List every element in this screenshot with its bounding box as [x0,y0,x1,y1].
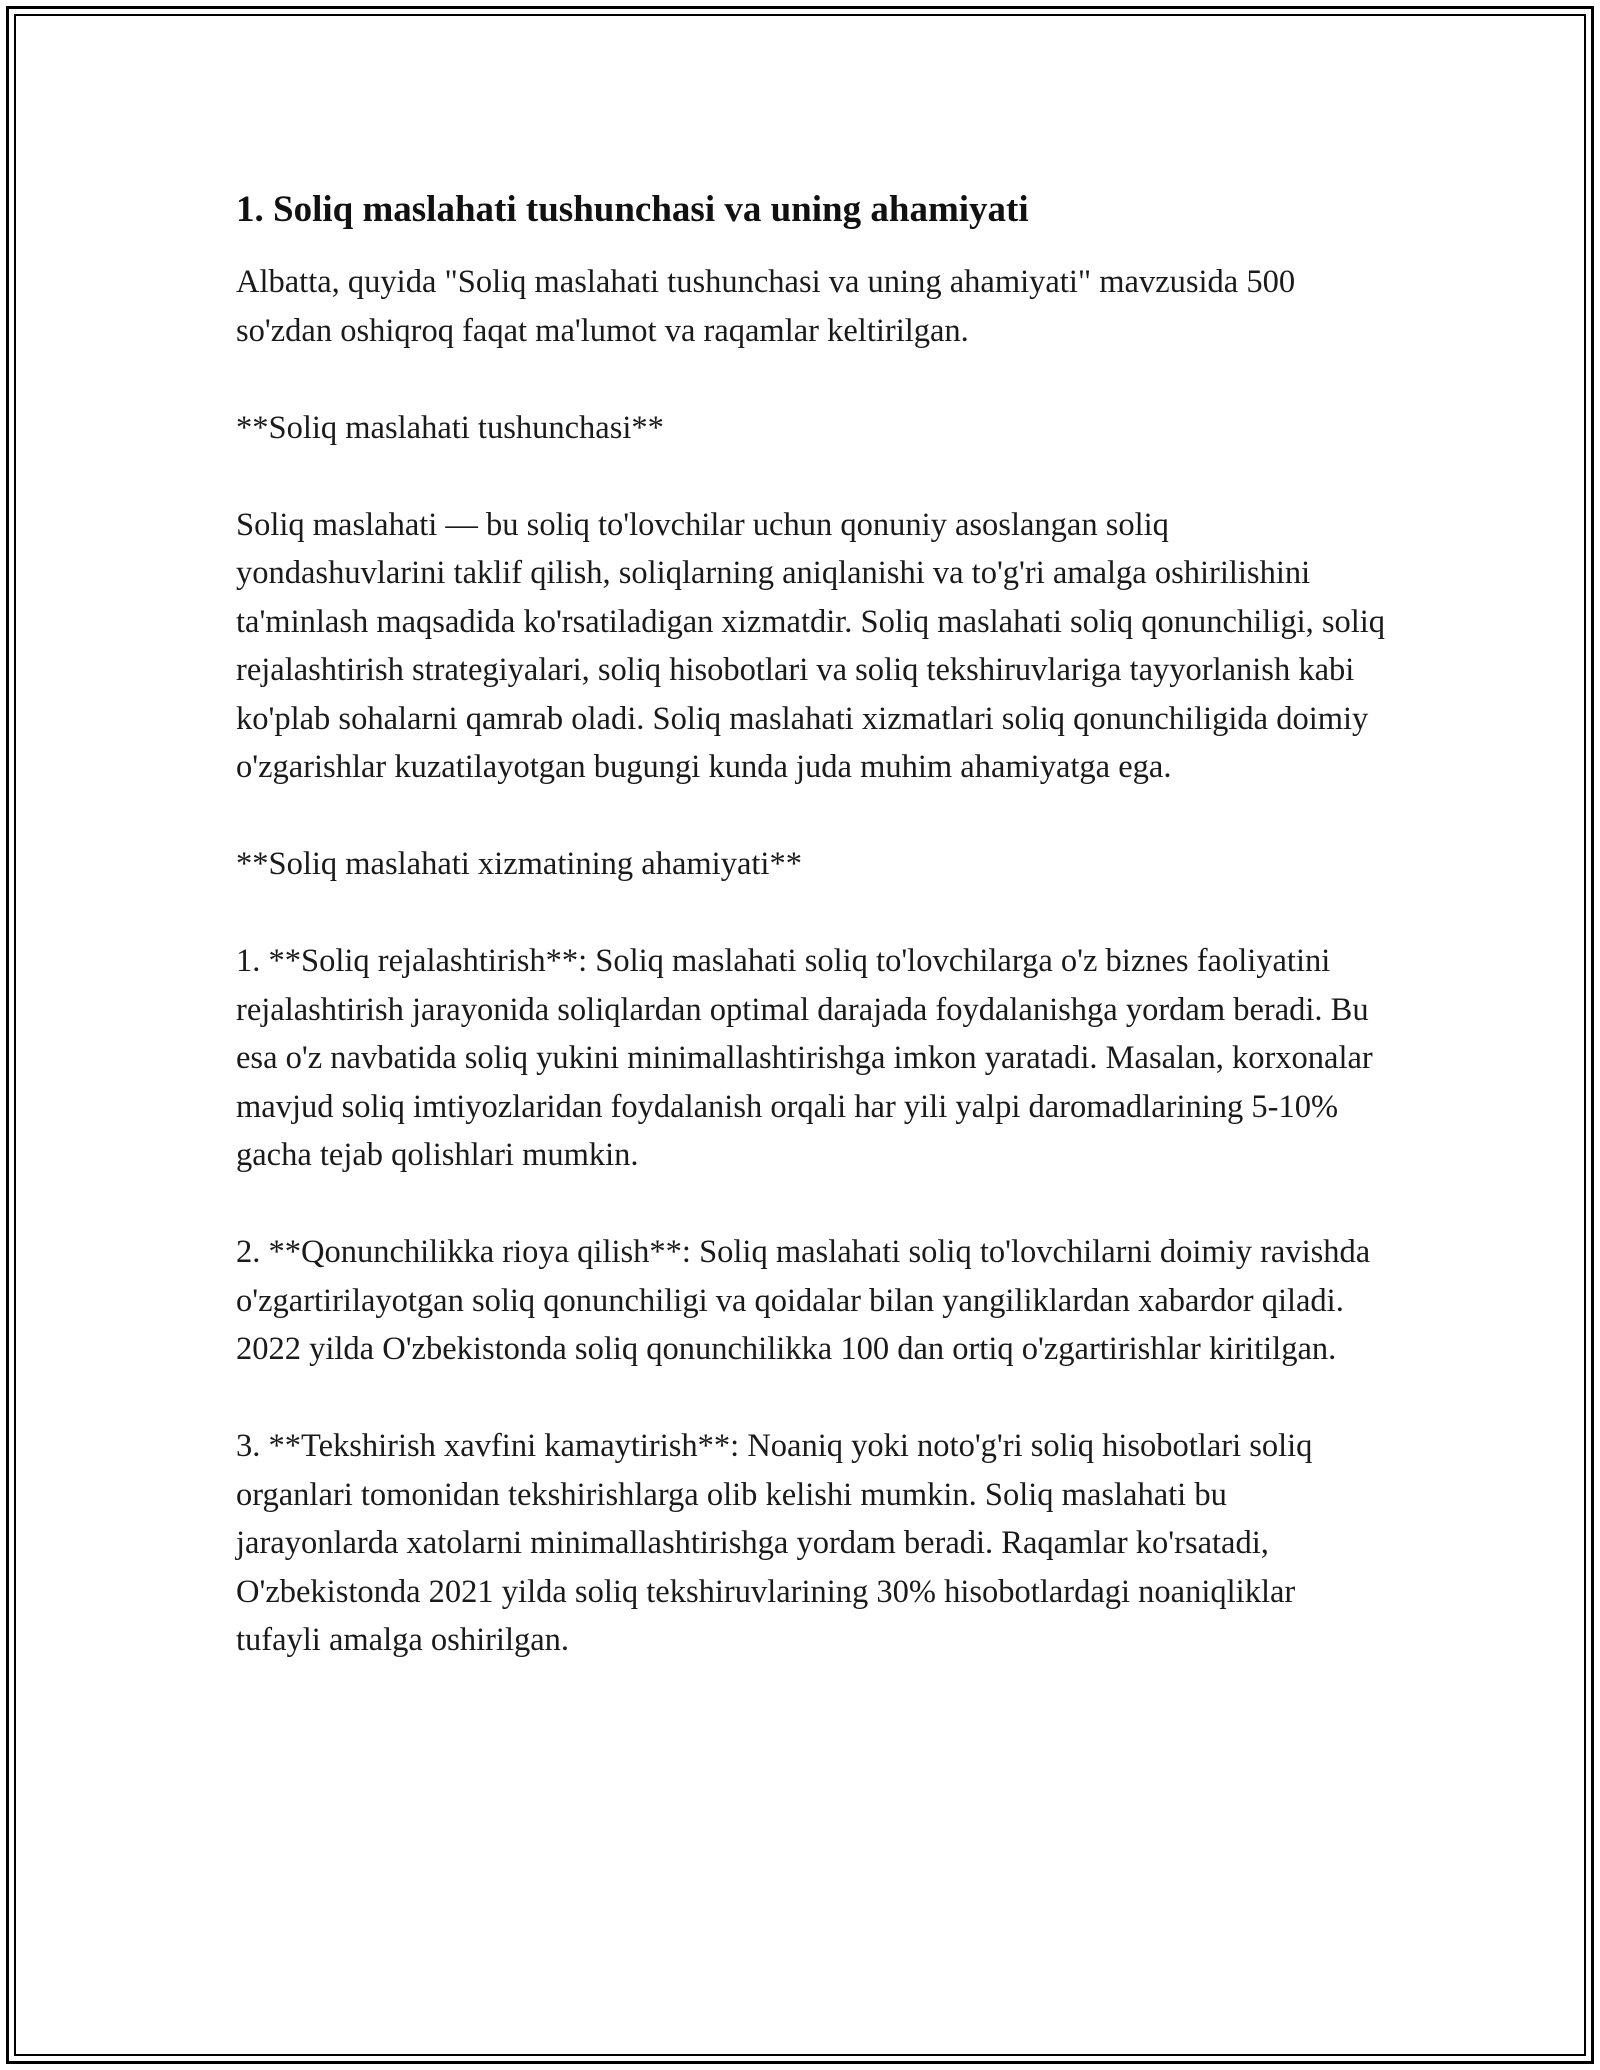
list-item-compliance: 2. **Qonunchilikka rioya qilish**: Soliq maslahati soliq to'lovchilarni doimiy ravishda o'zgartirilayotgan soliq qonunchiligi va qoidalar bilan yangiliklardan xabardor qiladi. 2022 yilda O'zbekistonda soliq qonunchilikka 100 dan ortiq o'zgartirishlar kiritilgan. [236,1234,1371,1367]
list-item-audit-risk: 3. **Tekshirish xavfini kamaytirish**: Noaniq yoki noto'g'ri soliq hisobotlari soliq organlari tomonidan tekshirishlarga olib kelishi mumkin. Soliq maslahati bu jarayonlarda xatolarni minimallashtirishga yordam beradi. Raqamlar ko'rsatadi, O'zbekistonda 2021 yilda soliq tekshiruvlarining 30% hisobotlardagi noaniqliklar tufayli amalga oshirilgan. [236,1428,1313,1658]
subheading-importance: **Soliq maslahati xizmatining ahamiyati** [236,846,802,882]
subheading-concept: **Soliq maslahati tushunchasi** [236,409,664,446]
document-body [236,186,1386,1665]
intro-paragraph: Albatta, quyida "Soliq maslahati tushunchasi va uning ahamiyati" mavzusida 500 so'zdan oshiqroq faqat ma'lumot va raqamlar keltirilgan. [236,264,1296,349]
concept-paragraph: Soliq maslahati — bu soliq to'lovchilar uchun qonuniy asoslangan soliq yondashuvlarini taklif qilish, soliqlarning aniqlanishi va to'g'ri amalga oshirilishini ta'minlash maqsadida ko'rsatiladigan xizmatdir. Soliq maslahati soliq qonunchiligi, soliq rejalashtirish strategiyalari, soliq hisobotlari va soliq tekshiruvlariga tayyorlanish kabi ko'plab sohalarni qamrab oladi. Soliq maslahati xizmatlari soliq qonunchiligida doimiy o'zgarishlar kuzatilayotgan bugungi kunda juda muhim ahamiyatga ega. [236,506,1386,785]
list-item-tax-planning: 1. **Soliq rejalashtirish**: Soliq maslahati soliq to'lovchilarga o'z biznes faoliyatini rejalashtirish jarayonida soliqlardan optimal darajada foydalanishga yordam beradi. Bu esa o'z navbatida soliq yukini minimallashtirishga imkon yaratadi. Masalan, korxonalar mavjud soliq imtiyozlaridan foydalanish orqali har yili yalpi daromadlarining 5-10% gacha tejab qolishlari mumkin. [236,943,1373,1173]
section-heading: 1. Soliq maslahati tushunchasi va uning ahamiyati [236,189,1029,230]
